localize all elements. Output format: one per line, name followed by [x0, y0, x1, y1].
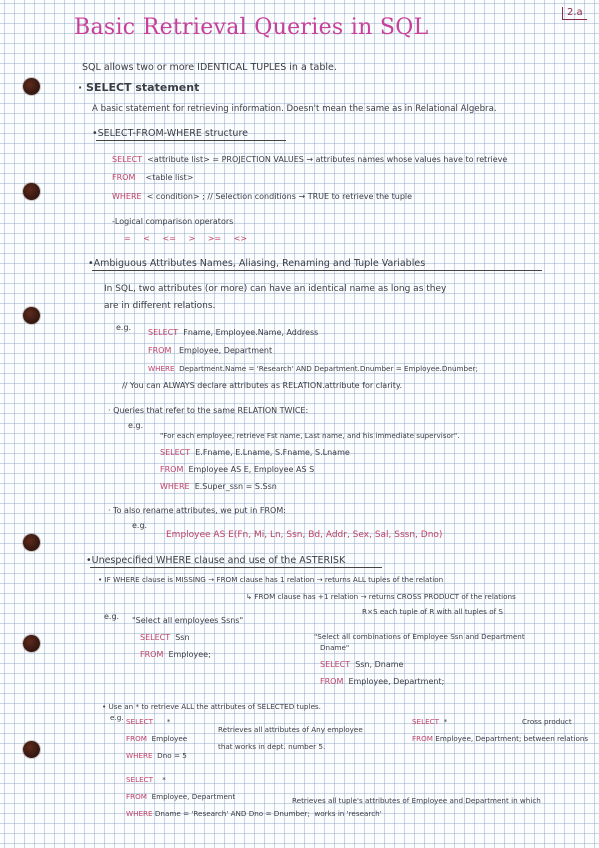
sfw-select-line [112, 154, 507, 165]
a-from-line [126, 733, 187, 744]
rename-example-text: Employee AS E(Fn, Mi, Ln, Ssn, Bd, Addr, Sex, Sal, Sssn, Dno) [166, 530, 443, 540]
q4-from-line [320, 676, 444, 687]
twice-heading: · Queries that refer to the same RELATION TWICE: [108, 406, 309, 415]
clarity-note: // You can ALWAYS declare attributes as RELATION.attribute for clarity. [122, 381, 402, 390]
kw-select: SELECT [140, 633, 171, 642]
kw-where: WHERE [148, 364, 175, 373]
q1-select-text: Fname, Employee.Name, Address [183, 328, 319, 337]
sfw-select-text: <attribute list> = PROJECTION VALUES → attributes names whose values have to retrieve [147, 155, 508, 164]
eg-label: e.g. [116, 323, 132, 332]
c-from-line [126, 791, 235, 802]
twice-quote: "For each employee, retrieve Fst name, Last name, and his immediate supervisor". [160, 431, 460, 440]
kw-select: SELECT [320, 660, 351, 669]
missing-where-line: • IF WHERE clause is MISSING → FROM clause has 1 relation → returns ALL tuples of the relation [98, 575, 444, 584]
binder-hole [23, 183, 40, 200]
kw-from: FROM [140, 650, 164, 659]
q2-where-text: E.Super_ssn = S.Ssn [194, 482, 277, 491]
binder-hole [23, 307, 40, 324]
kw-from: FROM [126, 792, 147, 801]
unspecified-heading-underline [90, 567, 382, 568]
eg-label: e.g. [128, 421, 144, 430]
binder-hole [23, 534, 40, 551]
q2-where-line [160, 481, 277, 492]
kw-where: WHERE [160, 482, 190, 491]
c-star: * [162, 775, 166, 784]
b-from-line [412, 733, 588, 744]
c-where-line [126, 808, 382, 819]
select-heading: · SELECT statement [78, 81, 200, 94]
b-select-line [412, 716, 447, 727]
a-where-line [126, 750, 187, 761]
a-note-2: that works in dept. number 5. [218, 742, 326, 751]
kw-from: FROM [320, 677, 344, 686]
q3-quote: "Select all employees Ssns" [132, 616, 244, 625]
unspecified-heading: •Unespecified WHERE clause and use of the ASTERISK [86, 555, 346, 566]
q4-quote-1: "Select all combinations of Employee Ssn and Department [314, 632, 525, 641]
c-note-2: works in 'research' [314, 809, 382, 818]
c-from-text: Employee, Department [151, 792, 236, 801]
sfw-heading-underline [96, 140, 286, 141]
kw-select: SELECT [412, 717, 440, 726]
ambiguous-text-2: are in different relations. [104, 301, 216, 311]
q1-where-text: Department.Name = 'Research' AND Department.Dnumber = Employee.Dnumber; [179, 364, 478, 373]
ambiguous-heading: •Ambiguous Attributes Names, Aliasing, Renaming and Tuple Variables [88, 258, 426, 269]
kw-select: SELECT [126, 775, 154, 784]
c-where-text: Dname = 'Research' AND Dno = Dnumber; [154, 809, 310, 818]
a-star: * [166, 717, 171, 726]
a-select-line [126, 716, 170, 727]
select-heading-text: SELECT statement [86, 81, 200, 94]
q3-from-text: Employee; [168, 650, 211, 659]
intro-text: SQL allows two or more IDENTICAL TUPLES in a table. [82, 62, 337, 73]
b-note: Cross product [522, 717, 572, 726]
kw-from: FROM [160, 465, 184, 474]
select-description: A basic statement for retrieving information. Doesn't mean the same as in Relational Algebra. [92, 104, 497, 114]
q1-from-text: Employee, Department [179, 346, 273, 355]
q4-quote-2: Dname" [320, 643, 350, 652]
q3-select-text: Ssn [175, 633, 190, 642]
cross-product-line: ↳ FROM clause has +1 relation → returns CROSS PRODUCT of the relations [246, 592, 516, 601]
kw-from: FROM [412, 734, 433, 743]
sfw-heading-text: SELECT-FROM-WHERE structure [97, 128, 248, 139]
c-select-line [126, 774, 166, 785]
unspecified-heading-text: Unespecified WHERE clause and use of the ASTERISK [91, 555, 346, 566]
asterisk-heading: • Use an * to retrieve ALL the attributes of SELECTED tuples. [102, 702, 321, 711]
b-from-text: Employee, Department; between relations [435, 734, 589, 743]
page-title: Basic Retrieval Queries in SQL [74, 15, 429, 40]
kw-select: SELECT [160, 448, 191, 457]
kw-select: SELECT [126, 717, 154, 726]
ambiguous-text-1: In SQL, two attributes (or more) can have an identical name as long as they [104, 284, 447, 294]
b-star: * [443, 717, 448, 726]
binder-hole [23, 78, 40, 95]
q2-from-text: Employee AS E, Employee AS S [188, 465, 315, 474]
q2-from-line [160, 464, 314, 475]
rename-example [166, 530, 442, 541]
kw-where: WHERE [112, 192, 142, 201]
eg-label: e.g. [104, 612, 120, 621]
asterisk-heading-text: Use an * to retrieve ALL the attributes of SELECTED tuples. [108, 702, 321, 711]
twice-heading-text: Queries that refer to the same RELATION TWICE: [113, 406, 309, 415]
q4-select-line [320, 659, 403, 670]
cross-product-desc: R×S each tuple of R with all tuples of S [362, 607, 503, 616]
c-note: Retrieves all tuple's attributes of Employee and Department in which [292, 796, 541, 805]
sfw-from-text: <table list> [145, 173, 194, 182]
ambiguous-heading-text: Ambiguous Attributes Names, Aliasing, Renaming and Tuple Variables [93, 258, 426, 269]
logical-operators: = < <= > >= <> [124, 234, 248, 243]
q4-select-text: Ssn, Dname [355, 660, 404, 669]
q1-from-line [148, 345, 272, 356]
eg-label: e.g. [110, 713, 124, 722]
logical-label-text: Logical comparison operators [114, 217, 234, 226]
rename-heading-text: To also rename attributes, we put in FROM: [113, 506, 286, 515]
kw-select: SELECT [112, 155, 143, 164]
kw-from: FROM [126, 734, 147, 743]
q1-where-line [148, 363, 478, 374]
binder-hole [23, 635, 40, 652]
logical-operators-label: -Logical comparison operators [112, 217, 234, 226]
sfw-where-line [112, 191, 412, 202]
missing-where-text: IF WHERE clause is MISSING → FROM clause has 1 relation → returns ALL tuples of the relation [104, 575, 444, 584]
a-note-1: Retrieves all attributes of Any employee [218, 725, 363, 734]
page-number: 2.a [562, 7, 587, 20]
a-from-text: Employee [151, 734, 188, 743]
sfw-heading: •SELECT-FROM-WHERE structure [92, 128, 248, 139]
q2-select-text: E.Fname, E.Lname, S.Fname, S.Lname [195, 448, 350, 457]
q4-from-text: Employee, Department; [348, 677, 445, 686]
rename-heading: · To also rename attributes, we put in FROM: [108, 506, 286, 515]
kw-from: FROM [148, 346, 172, 355]
kw-from: FROM [112, 173, 136, 182]
q2-select-line [160, 447, 350, 458]
kw-where: WHERE [126, 809, 153, 818]
sfw-from-line [112, 172, 194, 183]
ambiguous-heading-underline [92, 270, 542, 271]
kw-where: WHERE [126, 751, 153, 760]
q1-select-line [148, 327, 318, 338]
q3-select-line [140, 632, 190, 643]
eg-label: e.g. [132, 521, 148, 530]
sfw-where-text: < condition> ; // Selection conditions → TRUE to retrieve the tuple [146, 192, 413, 201]
a-where-text: Dno = 5 [157, 751, 187, 760]
q3-from-line [140, 649, 211, 660]
binder-hole [23, 741, 40, 758]
kw-select: SELECT [148, 328, 179, 337]
